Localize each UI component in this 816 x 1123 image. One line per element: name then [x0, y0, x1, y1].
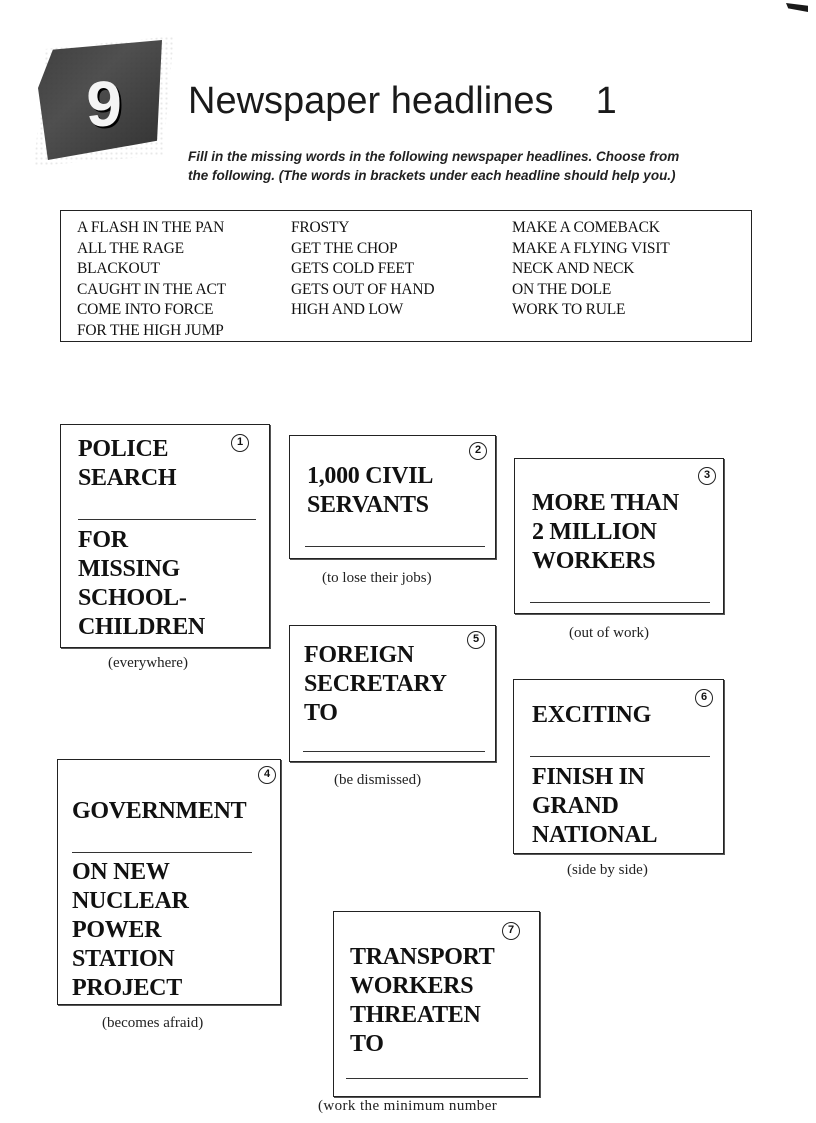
headline-number-badge: 7: [502, 922, 520, 940]
headline-line: SERVANTS: [307, 492, 429, 518]
word-option: GET THE CHOP: [291, 239, 398, 257]
answer-blank[interactable]: [346, 1078, 528, 1079]
headline-line: NATIONAL: [532, 822, 658, 848]
headline-line: WORKERS: [350, 973, 474, 999]
headline-line: FOREIGN: [304, 642, 414, 668]
headline-text-top: [72, 797, 246, 826]
unit-number: 9: [86, 68, 122, 140]
headline-line: TO: [350, 1031, 384, 1057]
headline-text-top: [304, 641, 447, 728]
headline-line: SEARCH: [78, 465, 177, 491]
corner-mark: [786, 3, 808, 12]
headline-line: PROJECT: [72, 975, 182, 1001]
word-option: MAKE A FLYING VISIT: [512, 239, 670, 257]
headline-line: MORE THAN: [532, 490, 679, 516]
word-option: FOR THE HIGH JUMP: [77, 321, 224, 339]
headline-line: SCHOOL-: [78, 585, 187, 611]
word-option: HIGH AND LOW: [291, 301, 404, 318]
headline-text-top: [78, 435, 176, 493]
headline-line: NUCLEAR: [72, 888, 189, 914]
headline-number-badge: 3: [698, 467, 716, 485]
headline-text-bottom: [78, 526, 205, 642]
page-title: Newspaper headlines 1: [188, 80, 617, 122]
headline-hint: (becomes afraid): [102, 1015, 204, 1031]
word-option: GETS OUT OF HAND: [291, 280, 435, 298]
word-option: BLACKOUT: [77, 260, 160, 277]
answer-blank[interactable]: [303, 751, 485, 752]
word-list-column-2: [291, 218, 434, 321]
headline-line: POLICE: [78, 436, 169, 462]
word-option: FROSTY: [291, 219, 350, 236]
word-list-column-1: [77, 218, 226, 341]
headline-text-bottom: [532, 763, 657, 850]
instructions: [188, 147, 748, 185]
headline-line: SECRETARY: [304, 671, 447, 697]
word-option: NECK AND NECK: [512, 260, 635, 277]
answer-blank[interactable]: [72, 852, 252, 853]
headline-line: GRAND: [532, 793, 619, 819]
headline-hint: (be dismissed): [334, 772, 422, 788]
headline-hint: (work the minimum number: [318, 1098, 498, 1114]
headline-line: FINISH IN: [532, 764, 645, 790]
headline-line: STATION: [72, 946, 175, 972]
headline-line: WORKERS: [532, 548, 656, 574]
headline-line: THREATEN: [350, 1002, 481, 1028]
headline-hint: (out of work): [569, 625, 649, 641]
word-option: WORK TO RULE: [512, 301, 626, 318]
word-option: MAKE A COMEBACK: [512, 219, 660, 236]
word-list-column-3: [512, 218, 670, 321]
word-option: A FLASH IN THE PAN: [77, 219, 225, 236]
instructions-line-2: the following. (The words in brackets under each headline should help you.): [188, 168, 676, 183]
word-option: COME INTO FORCE: [77, 301, 214, 318]
headline-line: ON NEW: [72, 859, 170, 885]
headline-line: 1,000 CIVIL: [307, 463, 434, 489]
headline-number-badge: 1: [231, 434, 249, 452]
headline-text-top: [532, 489, 679, 576]
headline-number-badge: 5: [467, 631, 485, 649]
word-option: CAUGHT IN THE ACT: [77, 280, 226, 298]
answer-blank[interactable]: [530, 602, 710, 603]
headline-hint: (everywhere): [108, 655, 188, 671]
instructions-line-1: Fill in the missing words in the following newspaper headlines. Choose from: [188, 149, 680, 164]
word-option: ALL THE RAGE: [77, 239, 184, 257]
headline-line: MISSING: [78, 556, 180, 582]
headline-number-badge: 4: [258, 766, 276, 784]
headline-text-top: [307, 462, 433, 520]
headline-number-badge: 2: [469, 442, 487, 460]
word-option: GETS COLD FEET: [291, 260, 414, 277]
answer-blank[interactable]: [305, 546, 485, 547]
answer-blank[interactable]: [78, 519, 256, 520]
headline-hint: (to lose their jobs): [322, 570, 432, 586]
headline-text-bottom: [72, 858, 189, 1003]
headline-hint: (side by side): [567, 862, 648, 878]
headline-line: CHILDREN: [78, 614, 205, 640]
headline-line: EXCITING: [532, 702, 651, 728]
headline-line: TO: [304, 700, 338, 726]
headline-text-top: [532, 701, 651, 730]
headline-line: TRANSPORT: [350, 944, 495, 970]
headline-text-top: [350, 943, 494, 1059]
headline-line: FOR: [78, 527, 128, 553]
answer-blank[interactable]: [530, 756, 710, 757]
headline-line: 2 MILLION: [532, 519, 657, 545]
word-option: ON THE DOLE: [512, 280, 612, 298]
headline-number-badge: 6: [695, 689, 713, 707]
headline-line: GOVERNMENT: [72, 798, 247, 824]
headline-line: POWER: [72, 917, 162, 943]
